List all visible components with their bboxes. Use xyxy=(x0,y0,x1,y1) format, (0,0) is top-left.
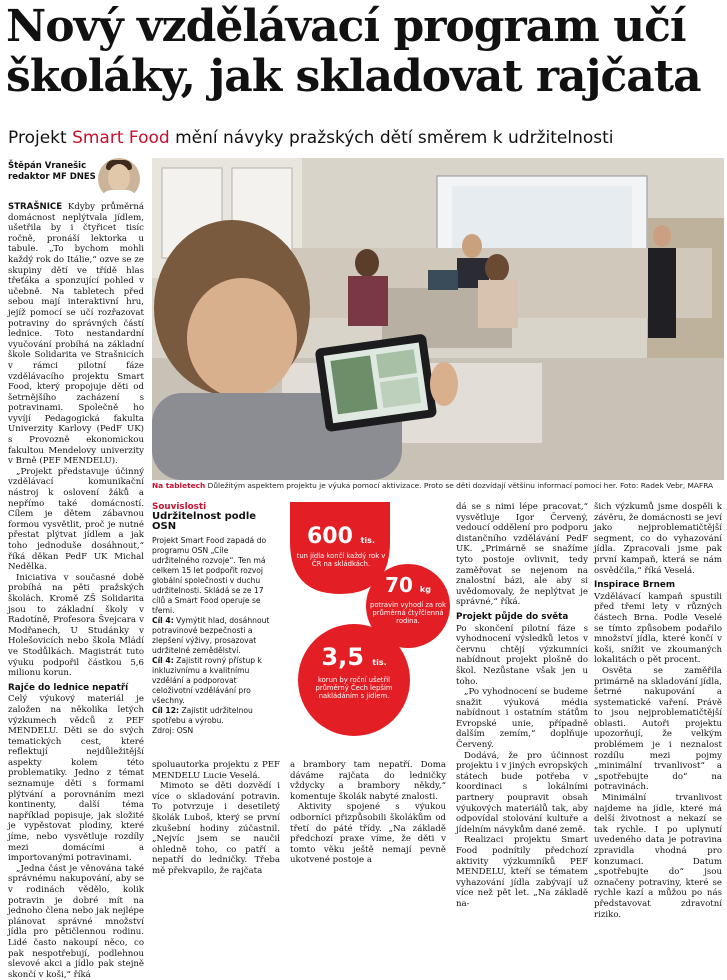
paragraph: Celý výukový materiál je založen na několika letých výzkumech vědců z PEF MENDELU. Děti se do svých tematických cest, které reflektují nejdůležitější aspekty kolem této problematiky. Jedno z témat seznamuje děti s formami plýtvání a porovnáním mezi kontinenty, další téma například popisuje, jak složité je vypěstovat plodiny, které jíme, nebo vysvětluje rozdíly mezi domácími a importovanými potravinami. xyxy=(8,694,144,864)
subheadline xyxy=(8,128,723,148)
paragraph: šich výzkumů jsme dospěli k závěru, že domácnosti se jeví jako nejproblematičtější segment, co do vyhazování jídla. Zpracovali jsme pak první kampaň, která se nám osvědčila,“ říká Veselá. xyxy=(594,502,722,576)
subhead-post: mění návyky pražských dětí směrem k udržitelnosti xyxy=(169,128,614,148)
article-column-1 xyxy=(8,202,144,980)
classroom-photo xyxy=(152,158,724,480)
paragraph: Po skončení pilotní fáze s vyhodnocení výsledků letos v červnu chtějí výzkumníci nabídnout projekt plošně do škol. Nezůstane však jen u toho. xyxy=(456,623,588,687)
box-goal: Cíl 4: Zajistit rovný přístup k inkluzivnímu a kvalitnímu vzdělání a podporovat celoživotní vzdělávání pro všechny. xyxy=(152,656,262,705)
headline-line-1: Nový vzdělávací program učí xyxy=(6,1,686,52)
caption-label: Na tabletech xyxy=(152,481,206,490)
paragraph: a brambory tam nepatří. Doma dáváme rajčata do ledničky vždycky a brambory někdy,“ komentuje školák nabyté znalosti. xyxy=(290,760,446,802)
box-title: Udržitelnost podle OSN xyxy=(152,511,257,532)
paragraph: spoluautorka projektu z PEF MENDELU Lucie Veselá. xyxy=(152,760,280,781)
subhead-pre: Projekt xyxy=(8,128,73,148)
paragraph: „Projekt představuje účinný vzdělávací komunikační nástroj k oslovení žáků a nepřímo také domácností. Cílem je dětem zábavnou formou vysvětlit, proč je nutné přestat plýtvat jídlem a jak toho jednoduše dosáhnout,“ říká děkan PedF UK Michal Nedělka. xyxy=(8,466,144,573)
author-avatar xyxy=(98,158,140,200)
paragraph: Mimoto se děti dozvědí i více o skladování potravin. To potvrzuje i desetiletý školák Luboš, který se první zkušební hodiny zúčastnil. „Nejvíc jsem se naučil ohledně toho, co patří a nepatří do ledničky. Třeba mě překvapilo, že rajčata xyxy=(152,781,280,876)
subhead-highlight: Smart Food xyxy=(72,128,170,148)
paragraph: „Po vyhodnocení se budeme snažit výuková média nabídnout i ostatním státům Evropské unie, případně dalším zemím,“ doplňuje Červený. xyxy=(456,687,588,751)
paragraph: Dodává, že pro účinnost projektu i v jiných evropských státech bude potřeba v koordinaci s lokálními partnery poupravit obsah výukových materiálů tak, aby odpovídal stolování kultuře a jídelním návykům dané země. xyxy=(456,750,588,835)
paragraph: Aktivity spojené s výukou odborníci přizpůsobili školákům od třetí do páté třídy. „Na základě předchozí praxe víme, že děti v tomto věku ještě nemají pevně ukotvené postoje a xyxy=(290,802,446,866)
paragraph: „Jedna část je věnována také správnému nakupování, aby se v rodinách vědělo, kolik potravin je dobré mít na jednoho člena nebo jak nejlépe plánovat správné množství jídla pro pětičlennou rodinu. Lidé často nakoupí něco, co pak nespotřebují, podlehnou slevové akci a jídlo pak stejně skončí v koši,“ říká xyxy=(8,863,144,980)
box-goal: Cíl 12: Zajistit udržitelnou spotřebu a výrobu. xyxy=(152,706,253,725)
paragraph: dá se s nimi lépe pracovat,“ vysvětluje Igor Červený, vedoucí oddělení pro podporu distančního vzdělávání PedF UK. „Primárně se snažíme tyto postoje ovlivnit, tedy zaměřovat se nejenom na znalostní bázi, ale aby si uvědomovaly, že neplýtvat je správné,“ říká. xyxy=(456,502,588,608)
byline xyxy=(8,161,98,183)
paragraph: Osvěta se zaměřila primárně na skladování jídla, šetrné nakupování a systematické vaření. Právě to jsou nejproblematičtější oblasti. Autoři projektu upozorňují, že velkým problémem je i neznalost rozdílu mezi pojmy „minimální trvanlivost“ a „spotřebujte do“ na potravinách. xyxy=(594,665,722,793)
photo-caption xyxy=(152,481,724,491)
box-paragraph: Projekt Smart Food zapadá do programu OSN „Cíle udržitelného rozvoje“. Ten má celkem 15 let podpořit rozvoj globální společnosti v duchu udržitelnosti. Skládá se ze 17 cílů a Smart Food operuje se třemi. xyxy=(152,536,267,615)
article-column-4 xyxy=(456,502,588,909)
headline xyxy=(6,2,721,102)
box-goal: Cíl 4: Vymýtit hlad, dosáhnout potravinové bezpečnosti a zlepšení výživy, prosazovat udržitelné zemědělství. xyxy=(152,616,270,655)
section-heading: Inspirace Brnem xyxy=(594,580,676,591)
box-source: Zdroj: OSN xyxy=(152,726,194,735)
paragraph: Realizaci projektu Smart Food podnítily předchozí aktivity výzkumníků PEF MENDELU, kteří se tématem vyhazování jídla zabývají už více než pět let. „Na základě na- xyxy=(456,835,588,909)
stat-family-waste-kg: 70 kg potravin vyhodí za rok průměrná čtyřčlenná rodina. xyxy=(370,573,446,625)
paragraph: STRAŠNICE Kdyby průměrná domácnost neplýtvala jídlem, ušetřila by i čtyřicet tisíc ročně, pronáší lektorka u tabule. „To bychom mohli každý rok do Itálie,“ ozve se ze skupiny dětí ve třídě hlas třeťáka a sponzující pohled v učebně. Na tabletech před sebou mají interaktivní hru, jejíž pomocí se učí rozřazovat potraviny do správných částí lednice. Toto nestandardní vyučování probíhá na základní škole Solidarita ve Strašnicích v rámci pilotní fáze vzdělávacího projektu Smart Food, který propojuje děti od šetrnějšího zacházení s potravinami. Společně ho vyvíjí Pedagogická fakulta Univerzity Karlovy (PedF UK) s Provozně ekonomickou fakultou Mendelovy univerzity v Brně (PEF MENDELU). xyxy=(8,202,144,467)
author-name: Štěpán Vranešic xyxy=(8,161,87,171)
article-column-5 xyxy=(594,502,722,920)
caption-text: Důležitým aspektem projektu je výuka pomocí aktivizace. Proto se děti dozvídají většinu informací pomocí her. Foto: Radek Vebr, MAFRA xyxy=(205,481,714,490)
headline-line-2: školáky, jak skladovat rajčata xyxy=(6,51,701,102)
section-heading: Projekt půjde do světa xyxy=(456,611,569,622)
box-tag: Souvislosti xyxy=(152,502,207,512)
paragraph: Minimální trvanlivost najdeme na jídle, které má delší životnost a nekazí se tak rychle. I po uplynutí uvedeného data je potravina zpravidla vhodná pro konzumaci. Datum „spotřebujte do“ jsou označeny potraviny, které se rychle kazí a můžou po nás představovat zdravotní riziko. xyxy=(594,793,722,920)
author-role: redaktor MF DNES xyxy=(8,172,96,182)
statistics-infographic xyxy=(290,502,446,734)
dateline: STRAŠNICE xyxy=(8,202,63,212)
section-heading: Rajče do lednice nepatří xyxy=(8,682,129,693)
stat-food-waste-tons: 600 tis. tun jídla končí každý rok v ČR na skládkách. xyxy=(296,524,386,568)
classroom-illustration xyxy=(152,158,724,480)
paragraph: Iniciativa v současné době probíhá na pěti pražských školách. Kromě ZŠ Solidarita jsou to základní školy v Radotíně, Profesora Švejcara v Modřanech, U Studánky v Holešovicích nebo škola Mládí ve Stodůlkách. Magistrát tuto výuku podpořil částkou 5,6 milionu korun. xyxy=(8,572,144,679)
article-column-3 xyxy=(290,760,446,866)
article-column-2 xyxy=(152,760,280,876)
paragraph: Vzdělávací kampaň spustili před třemi lety v různých částech Brna. Podle Veselé se tímto způsobem podařilo množství jídla, které končí v koši, snížit ve zkoumaných lokalitách o pět procent. xyxy=(594,591,722,666)
context-box xyxy=(152,502,278,758)
stat-savings-czk: 3,5 tis. korun by roční ušetřil průměrný Čech lepším nakládáním s jídlem. xyxy=(315,643,393,700)
